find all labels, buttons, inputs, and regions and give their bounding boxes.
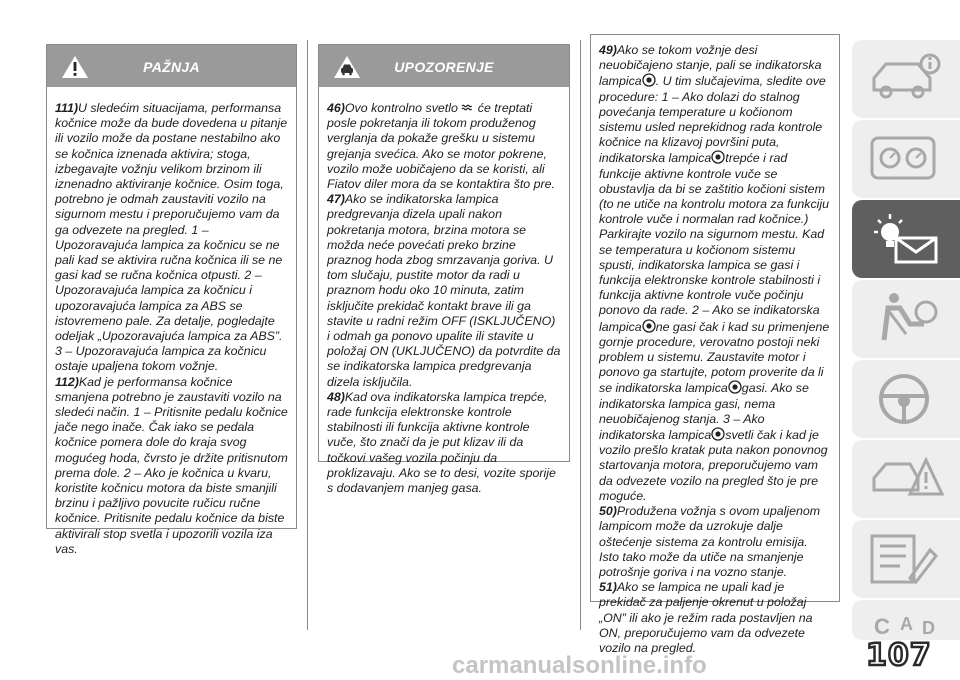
note-111: 111)U sledećim situacijama, performansa kočnice može da bude dovedena u pitanje ili vozilo može da postane nestabilno ako se kočnica iznenada aktivira; stoga, izbegavajte vožnju velikom brzinom ili iznenadno aktiviranje kočnice. Osim toga, potrebno je odmah zaustaviti vozilo na sigurnom mestu i preporučujemo vam da ga odvezete na pregled. 1 – Upozoravajuća lampica za kočnicu se ne pali kad se aktivira ručna kočnica ili se ne gasi kad se ručna kočnica otpusti. 2 – Upozoravajuća lampica za kočnicu i upozoravajuća lampica za ABS se istovremeno pale. Za detalje, pogledajte odeljak „Upozoravajuća lampica za ABS”. 3 – Upozoravajuća lampica za kočnicu ostaje upaljena tokom vožnje. [55, 101, 288, 374]
car-info-icon [866, 50, 946, 108]
sidebar-tab-dashboard[interactable] [852, 120, 960, 198]
sidebar-tab-emergency[interactable] [852, 440, 960, 518]
caution-panel-body [319, 87, 569, 496]
sidebar-tab-maintenance[interactable] [852, 520, 960, 598]
svg-text:A: A [900, 614, 913, 634]
column-separator [307, 40, 308, 630]
right-notes-box [590, 34, 840, 655]
maintenance-icon [866, 530, 946, 588]
car-dashboard-icon [866, 130, 946, 188]
glow-plug-icon [461, 104, 474, 114]
index-icon [866, 610, 946, 640]
column-separator [580, 40, 581, 630]
caution-panel-header [319, 45, 569, 87]
sidebar-tab-driving[interactable] [852, 360, 960, 438]
brake-indicator-icon [711, 150, 725, 164]
steering-wheel-icon [866, 370, 946, 428]
sidebar-tab-warning-lights[interactable] [852, 200, 960, 278]
watermark: carmanualsonline.info [452, 652, 707, 679]
brake-indicator-icon [728, 380, 742, 394]
note-112: 112)Kad je performansa kočnice smanjena potrebno je zaustaviti vozilo na sledeći način. 1 – Pritisnite pedalu kočnice jače nego inače. Čak iako se pedala kočnice pomera dole do kraja svog mogućeg hoda, čvrsto je držite pritisnutom prema dole. 2 – Ako je kočnica u kvaru, koristite kočnicu motora da biste smanjili brzinu i pažljivo povucite ručicu ručne kočnice. Pritisnite pedalu kočnice da biste aktivirali stop svetla i upozorili vozila iza vas. [55, 374, 288, 556]
note-49: 49)Ako se tokom vožnje desi neuobičajeno stanje, pali se indikatorska lampica . U tim slučajevima, sledite ove procedure: 1 – Ako dolazi do stalnog povećanja temperature u kočionom sistemu usled neprekidnog rada kontrole kočnice na klizavoj površini puta, indikatorska lampica trepće i rad funkcije aktivne kontrole vuče se obustavlja da bi se zaštitio kočioni sistem (to ne utiče na kontrolu motora za funkciju kontrole vuče i normalan rad kočnice.) Parkirajte vozilo na sigurnom mestu. Kad se temperatura u kočionom sistemu spusti, indikatorska lampica se gasi i funkcija elektronske kontrole stabilnosti i funkcija aktivne kontrole vuče počinju ponovo da rade. 2 – Ako se indikatorska lampica ne gasi čak i kad su primenjene gornje procedure, verovatno postoji neki problem u sistemu. Zaustavite motor i ponovo ga startujte, potom proverite da li se indikatorska lampica gasi. Ako se indikatorska lampica gasi, nema neuobičajenog stanja. 3 – Ako indikatorska lampica svetli čak i kad je vozilo prešlo kratak puta nakon ponovnog startovanja motora, preporučujemo vam da odvezete vozilo na pregled što je pre moguće. [599, 43, 830, 503]
sidebar-tab-safety[interactable] [852, 280, 960, 358]
page-number: 107 [866, 638, 932, 673]
caution-panel [318, 44, 570, 496]
warning-panel-header [47, 45, 296, 87]
note-47: 47)Ako se indikatorska lampica predgrevanja dizela upali nakon pokretanja motora, brzina motora se možda neće povećati preko brzine praznog hoda zbog smrzavanja goriva. U tom slučaju, pustite motor da radi u praznom hodu oko 10 minuta, zatim isključite prekidač kontakt brave ili ga stavite u radni režim OFF (ISKLJUČENO) i odmah ga ponovo upalite ili stavite u položaj ON (UKLJUČENO) da potvrdite da se indikatorska lampica predgrevanja dizela isključila. [327, 192, 561, 389]
right-notes-body [591, 35, 839, 656]
emergency-triangle-icon [866, 450, 946, 508]
sidebar-tab-index[interactable] [852, 600, 960, 640]
brake-indicator-icon [642, 319, 656, 333]
warning-panel [46, 44, 297, 556]
note-46: 46)Ovo kontrolno svetlo će treptati posle pokretanja ili tokom produženog verglanja da pokaže grešku u sistemu grejanja svećica. Ako se motor pokrene, vozilo može uobičajeno da se koristi, ali Fiatov diler mora da se kontaktira što pre. [327, 101, 555, 192]
note-50: 50)Produžena vožnja s ovom upaljenom lampicom može da uzrokuje dalje oštećenje sistema za kontrolu emisija. Isto tako može da utiče na smanjenje potrošnje goriva i na vozno stanje. [599, 504, 821, 579]
svg-text:D: D [922, 618, 935, 638]
svg-text:C: C [874, 614, 890, 639]
brake-indicator-icon [711, 427, 725, 441]
seatbelt-safety-icon [866, 290, 946, 348]
warning-panel-title: PAŽNJA [143, 59, 200, 75]
caution-panel-title: UPOZORENJE [394, 59, 494, 75]
warning-panel-body [47, 87, 296, 557]
brake-indicator-icon [642, 73, 656, 87]
warning-lights-icon [866, 210, 946, 268]
note-48: 48)Kad ova indikatorska lampica trepće, rade funkcija elektronske kontrole stabilnosti ili funkcija aktivne kontrole vuče, što znači da je put klizav ili da točkovi vašeg vozila počinju da proklizavaju. Ako se to desi, vozite sporije s dodavanjem manjeg gasa. [327, 389, 556, 496]
note-51: 51)Ako se lampica ne upali kad je prekidač za paljenje okrenut u položaj „ON” ili ako je režim rada postavljen na ON, preporučujemo vam da odvezete vozilo na pregled. [599, 580, 813, 655]
sidebar-tab-car-info[interactable] [852, 40, 960, 118]
